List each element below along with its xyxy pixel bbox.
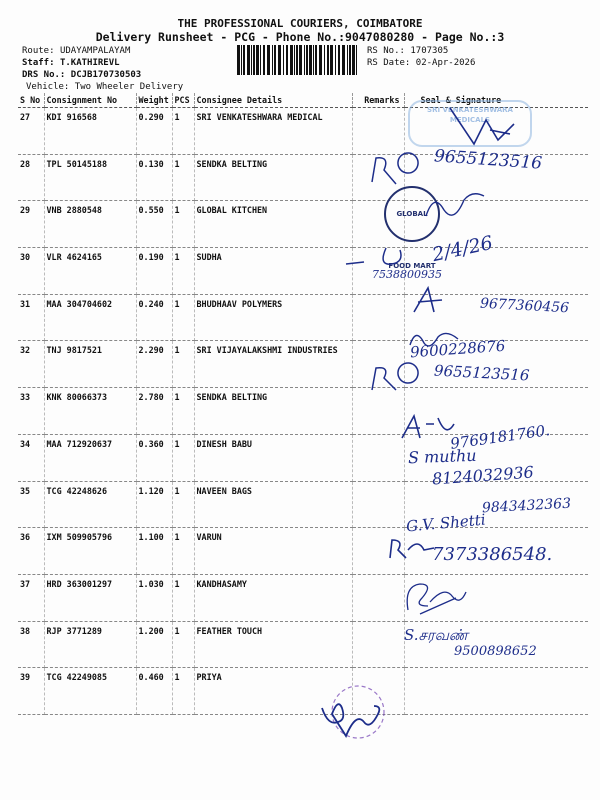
barcode-bar <box>278 45 281 75</box>
cell-remarks <box>352 388 404 435</box>
barcode-bar <box>241 45 242 75</box>
cell-consignee: VARUN <box>194 528 352 575</box>
phone-36: 9843432363 <box>481 495 572 517</box>
cell-consignment: KDI 916568 <box>44 108 136 155</box>
route-line <box>22 46 130 56</box>
barcode-bar <box>296 45 298 75</box>
cell-weight: 2.290 <box>136 341 172 388</box>
cell-consignment: TCG 42249085 <box>44 668 136 715</box>
barcode-bar <box>352 45 355 75</box>
staff-line <box>22 58 120 68</box>
staff-value: T.KATHIREVL <box>59 58 120 68</box>
barcode-bar <box>290 45 293 75</box>
cell-sno: 32 <box>18 341 44 388</box>
col-consignment-header: Consignment No <box>44 93 136 108</box>
cell-pcs: 1 <box>172 108 194 155</box>
cell-sno: 37 <box>18 574 44 621</box>
barcode-bar <box>272 45 273 75</box>
name-39: S.சரவண் <box>404 626 469 644</box>
barcode-bar <box>324 45 325 75</box>
barcode-bar <box>251 45 252 75</box>
barcode-bar <box>327 45 329 75</box>
signature-31 <box>408 284 448 316</box>
cell-pcs: 1 <box>172 201 194 248</box>
signature-29 <box>420 186 490 226</box>
bottom-signature <box>312 672 394 754</box>
col-signature-header: Seal & Signature <box>404 93 588 108</box>
table-row <box>18 201 588 248</box>
cell-pcs: 1 <box>172 668 194 715</box>
cell-weight: 1.030 <box>136 574 172 621</box>
signature-27 <box>440 100 530 152</box>
cell-pcs: 1 <box>172 528 194 575</box>
barcode-bar <box>342 45 345 75</box>
barcode-bar <box>294 45 295 75</box>
cell-pcs: 1 <box>172 341 194 388</box>
cell-consignment: VNB 2880548 <box>44 201 136 248</box>
phone-34: 9769181760. <box>449 421 551 453</box>
barcode-bar <box>313 45 314 75</box>
col-remarks-header: Remarks <box>352 93 404 108</box>
cell-pcs: 1 <box>172 621 194 668</box>
cell-pcs: 1 <box>172 481 194 528</box>
rs-date-value: 02-Apr-2026 <box>415 58 476 68</box>
cell-signature <box>404 668 588 715</box>
name-35: S muthu <box>407 445 477 468</box>
barcode-bar <box>356 45 357 75</box>
food-stamp: GLOBAL FOOD MART <box>384 186 440 242</box>
cell-weight: 0.290 <box>136 108 172 155</box>
barcode-bar <box>335 45 336 75</box>
cell-consignee: BHUDHAAV POLYMERS <box>194 294 352 341</box>
barcode-bar <box>306 45 308 75</box>
phone-33: 9655123516 <box>433 361 530 385</box>
rs-no-line <box>367 46 448 56</box>
cell-weight: 0.240 <box>136 294 172 341</box>
company-title: THE PROFESSIONAL COURIERS, COIMBATORE <box>177 17 423 30</box>
cell-remarks <box>352 574 404 621</box>
cell-consignment: RJP 3771289 <box>44 621 136 668</box>
name-37: G.V. Shetti <box>405 510 487 536</box>
cell-consignment: TNJ 9817521 <box>44 341 136 388</box>
cell-sno: 27 <box>18 108 44 155</box>
cell-pcs: 1 <box>172 574 194 621</box>
cell-consignee: FEATHER TOUCH <box>194 621 352 668</box>
cell-weight: 0.460 <box>136 668 172 715</box>
col-weight-header: Weight <box>136 93 172 108</box>
phone-31: 9677360456 <box>479 295 570 317</box>
cell-sno: 29 <box>18 201 44 248</box>
table-row <box>18 574 588 621</box>
cell-sno: 28 <box>18 154 44 201</box>
barcode-bar <box>267 45 270 75</box>
phone-37: 7373386548. <box>432 544 553 565</box>
cell-consignment: MAA 304704602 <box>44 294 136 341</box>
barcode-bar <box>299 45 302 75</box>
phone-28: 9655123516 <box>433 146 543 174</box>
cell-remarks <box>352 434 404 481</box>
cell-pcs: 1 <box>172 294 194 341</box>
rs-date-line <box>367 58 475 68</box>
barcode-bar <box>237 45 240 75</box>
barcode-bar <box>319 45 322 75</box>
cell-consignee: SRI VENKATESHWARA MEDICAL <box>194 108 352 155</box>
col-pcs-header: PCS <box>172 93 194 108</box>
cell-consignee: DINESH BABU <box>194 434 352 481</box>
cell-remarks <box>352 294 404 341</box>
barcode-bar <box>347 45 348 75</box>
cell-sno: 30 <box>18 248 44 295</box>
date-30: 2/4/26 <box>430 231 495 267</box>
barcode-bar <box>330 45 333 75</box>
cell-consignment: TPL 50145188 <box>44 154 136 201</box>
barcode-bar <box>247 45 250 75</box>
cell-sno: 34 <box>18 434 44 481</box>
cell-sno: 31 <box>18 294 44 341</box>
phone-35: 8124032936 <box>431 462 535 489</box>
runsheet-table <box>18 93 588 715</box>
cell-weight: 1.100 <box>136 528 172 575</box>
barcode-bar <box>349 45 351 75</box>
route-label: Route: <box>22 46 55 56</box>
medical-stamp: SRI VENKATESHWARA MEDICALS <box>408 100 532 147</box>
cell-weight: 2.780 <box>136 388 172 435</box>
route-value: UDAYAMPALAYAM <box>59 46 131 56</box>
table-row <box>18 668 588 715</box>
barcode-bar <box>243 45 245 75</box>
cell-pcs: 1 <box>172 434 194 481</box>
vehicle-value: Two Wheeler Delivery <box>74 82 184 92</box>
cell-sno: 36 <box>18 528 44 575</box>
rs-no-label: RS No.: <box>367 46 405 56</box>
cell-weight: 0.190 <box>136 248 172 295</box>
cell-consignment: IXM 509905796 <box>44 528 136 575</box>
cell-sno: 33 <box>18 388 44 435</box>
barcode-bar <box>315 45 317 75</box>
cell-consignment: MAA 712920637 <box>44 434 136 481</box>
cell-weight: 0.130 <box>136 154 172 201</box>
cell-sno: 35 <box>18 481 44 528</box>
barcode-bar <box>286 45 288 75</box>
barcode-bar <box>304 45 305 75</box>
barcode-bar <box>253 45 255 75</box>
col-consignee-header: Consignee Details <box>194 93 352 108</box>
cell-weight: 0.360 <box>136 434 172 481</box>
cell-consignee: GLOBAL KITCHEN <box>194 201 352 248</box>
cell-consignment: TCG 42248626 <box>44 481 136 528</box>
cell-pcs: 1 <box>172 388 194 435</box>
staff-label: Staff: <box>22 58 55 68</box>
signature-28 <box>368 152 438 188</box>
phone-32: 9600228676 <box>409 336 506 362</box>
runsheet-subtitle: Delivery Runsheet - PCG - Phone No.:9047080280 - Page No.:3 <box>95 30 505 44</box>
cell-consignee: SENDKA BELTING <box>194 388 352 435</box>
cell-weight: 1.200 <box>136 621 172 668</box>
phone-30: 7538800935 <box>372 268 442 281</box>
signature-33 <box>368 362 438 394</box>
cell-consignment: VLR 4624165 <box>44 248 136 295</box>
barcode-bar <box>260 45 261 75</box>
cell-consignee: KANDHASAMY <box>194 574 352 621</box>
cell-remarks <box>352 621 404 668</box>
cell-remarks <box>352 108 404 155</box>
cell-consignee: NAVEEN BAGS <box>194 481 352 528</box>
cell-pcs: 1 <box>172 248 194 295</box>
cell-sno: 38 <box>18 621 44 668</box>
cell-consignee: SUDHA <box>194 248 352 295</box>
vehicle-line <box>26 82 183 92</box>
cell-pcs: 1 <box>172 154 194 201</box>
cell-consignee: PRIYA <box>194 668 352 715</box>
phone-39: 9500898652 <box>454 644 537 659</box>
barcode-bar <box>283 45 284 75</box>
drs-value: DCJB170730503 <box>70 70 142 80</box>
cell-sno: 39 <box>18 668 44 715</box>
rs-no-value: 1707305 <box>410 46 449 56</box>
rs-date-label: RS Date: <box>367 58 411 68</box>
vehicle-label: Vehicle: <box>26 82 70 92</box>
drs-label: DRS No.: <box>22 70 66 80</box>
cell-consignee: SENDKA BELTING <box>194 154 352 201</box>
cell-consignment: HRD 363001297 <box>44 574 136 621</box>
cell-remarks <box>352 481 404 528</box>
barcode-bar <box>263 45 265 75</box>
cell-weight: 1.120 <box>136 481 172 528</box>
cell-consignment: KNK 80066373 <box>44 388 136 435</box>
barcode-bar <box>309 45 312 75</box>
barcode-bar <box>256 45 259 75</box>
cell-weight: 0.550 <box>136 201 172 248</box>
barcode-bar <box>274 45 276 75</box>
signature-38 <box>400 576 470 618</box>
barcode-bar <box>338 45 340 75</box>
cell-consignee: SRI VIJAYALAKSHMI INDUSTRIES <box>194 341 352 388</box>
table-row <box>18 248 588 295</box>
barcode-image <box>237 45 361 75</box>
drs-line <box>22 70 141 80</box>
col-sno-header: S No <box>18 93 44 108</box>
